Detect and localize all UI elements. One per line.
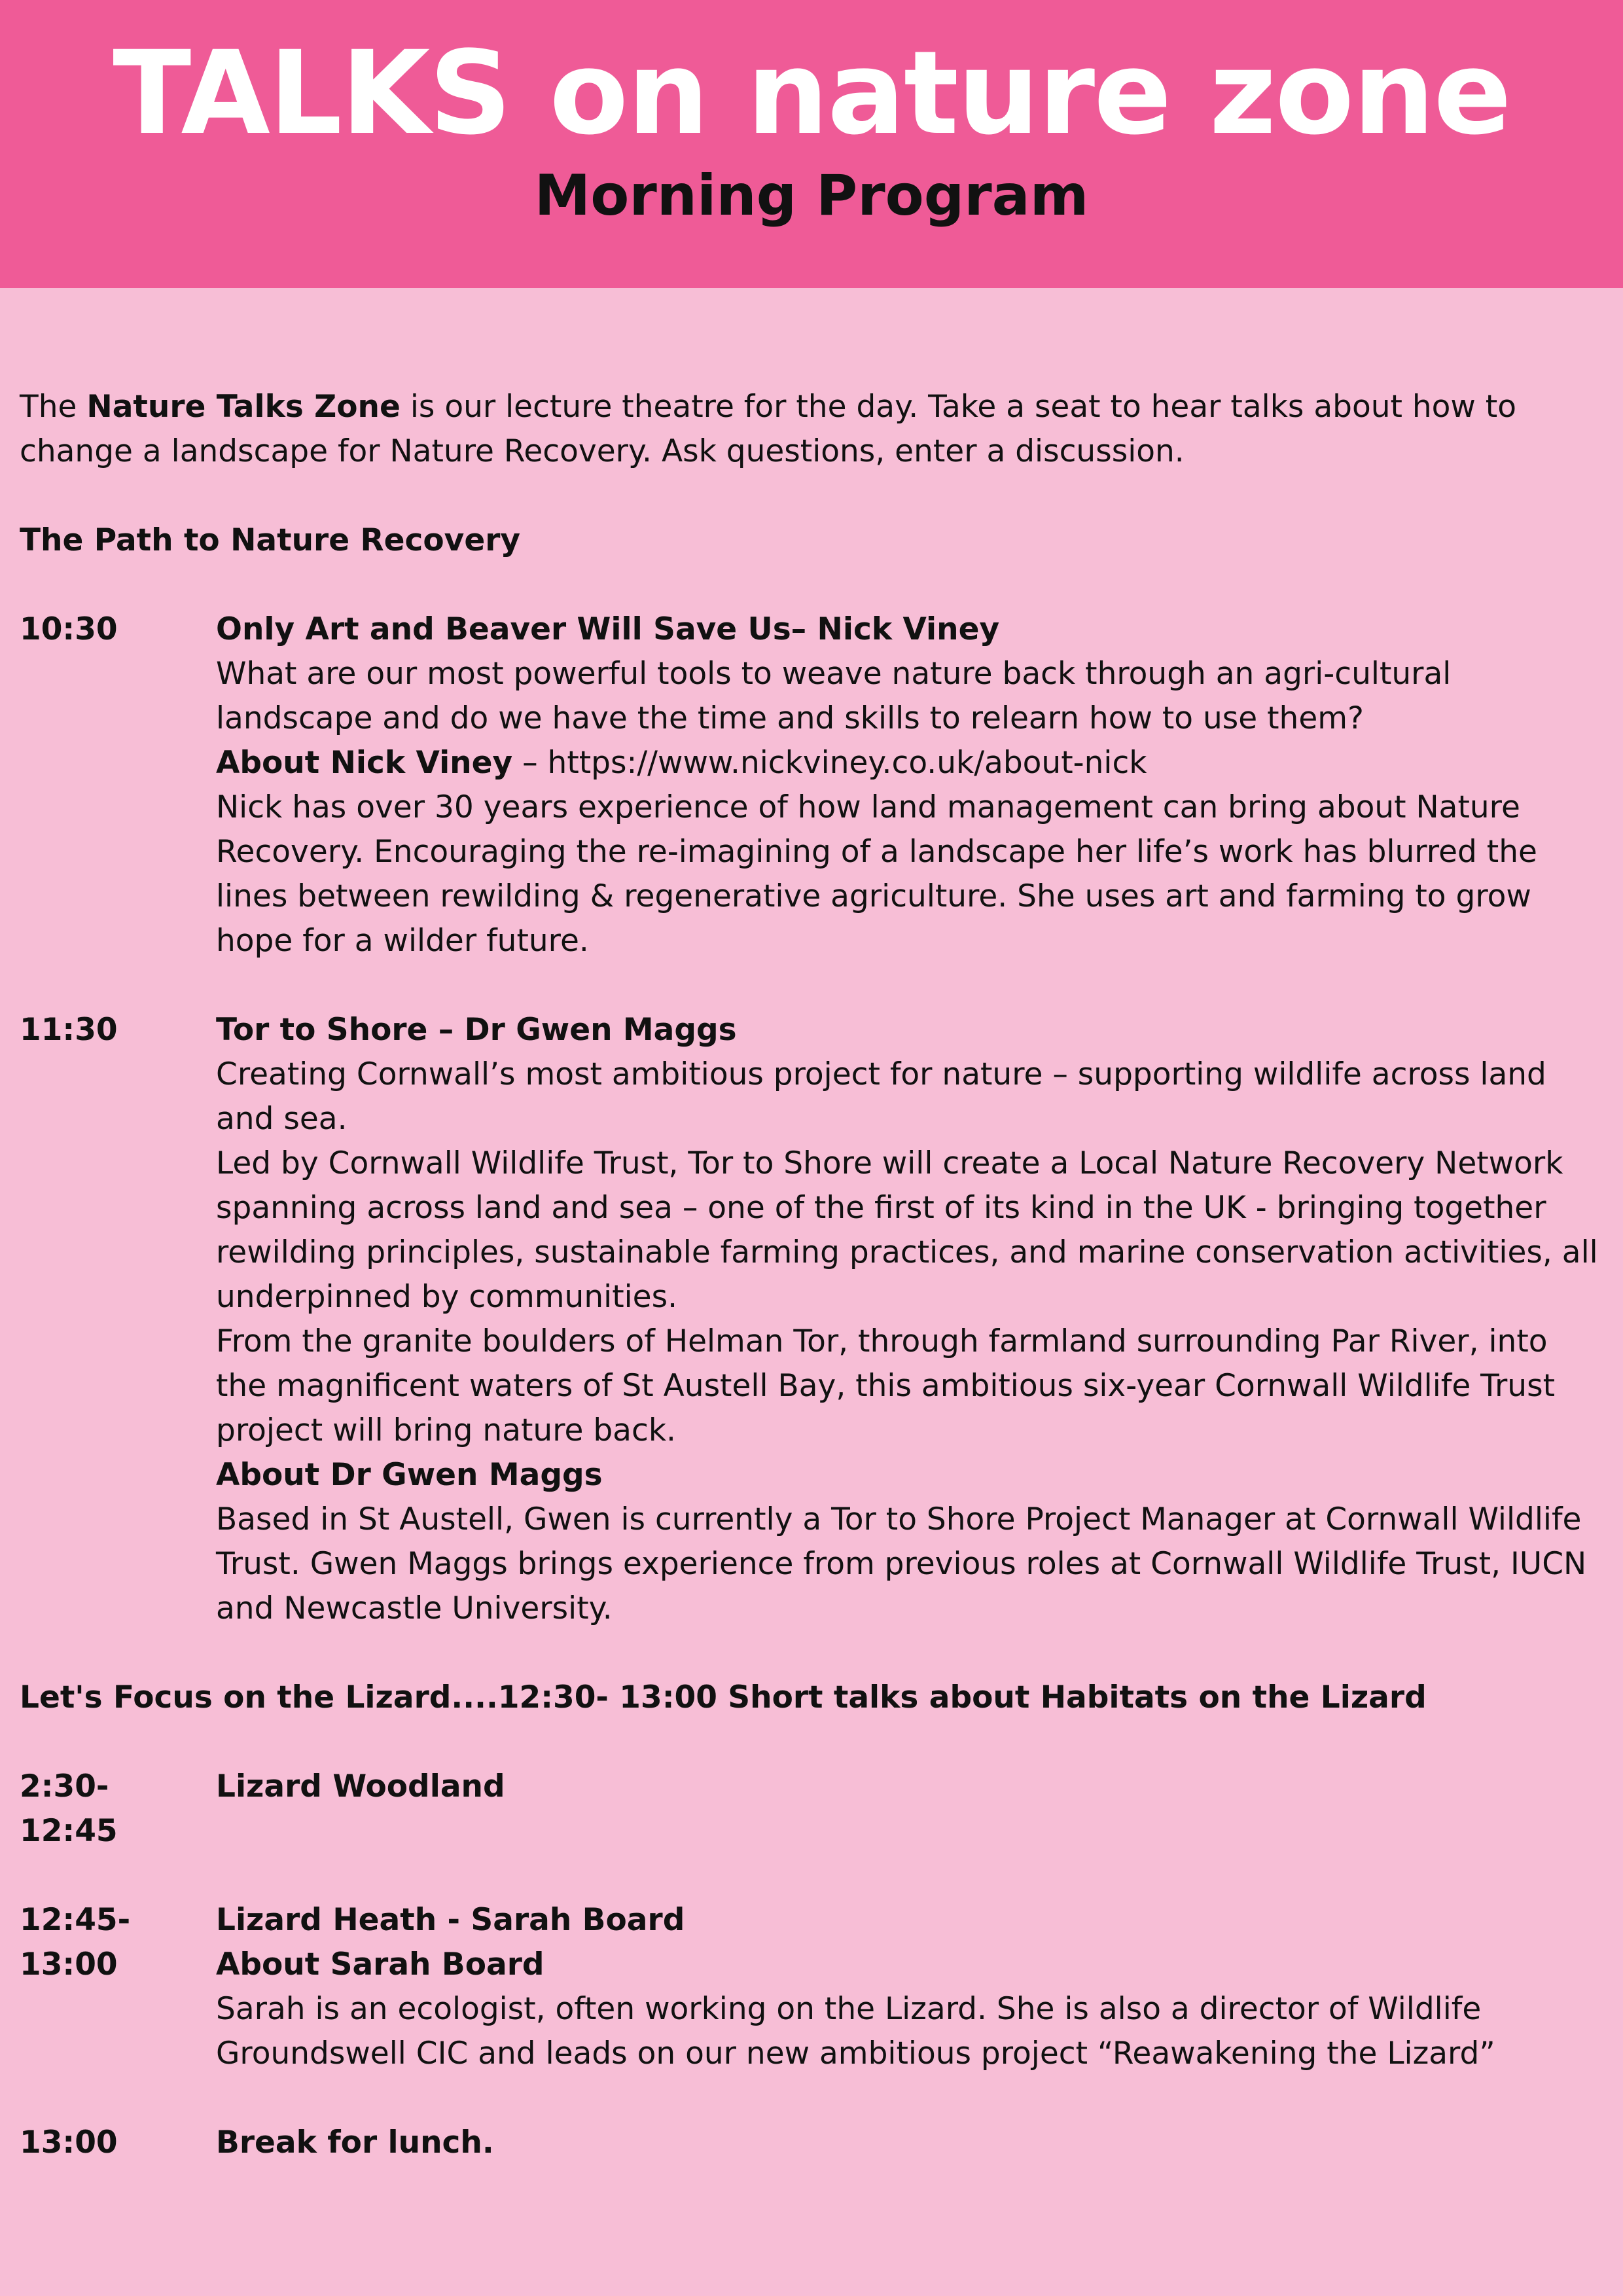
program-content	[0, 288, 1623, 2165]
talk-3-time: 2:30- 12:45	[20, 1768, 118, 1849]
talk-2-description-3: From the granite boulders of Helman Tor, through farmland surrounding Par River, into the magnificent waters of St Austell Bay, this ambitious six-year Cornwall Wildlife Trust project will bring nature back.	[216, 1323, 1556, 1448]
intro-rest: is our lecture theatre for the day. Take a seat to hear talks about how to change a landscape for Nature Recovery. Ask questions, enter a discussion.	[20, 389, 1516, 469]
page-subtitle: Morning Program	[534, 163, 1089, 228]
talk-4-bio: Sarah is an ecologist, often working on the Lizard. She is also a director of Wildlife Groundswell CIC and leads on our new ambitious project “Reawakening the Lizard”	[216, 1991, 1495, 2072]
talk-2-description-1: Creating Cornwall’s most ambitious project for nature – supporting wildlife across land and sea.	[216, 1056, 1546, 1137]
talk-5	[20, 2121, 1603, 2165]
talk-4-title: Lizard Heath - Sarah Board	[216, 1902, 685, 1938]
talk-1-about-label: About Nick Viney	[216, 745, 513, 781]
intro-paragraph	[20, 385, 1603, 474]
page-title: TALKS on nature zone	[113, 26, 1510, 160]
talk-1-time: 10:30	[20, 611, 118, 647]
talk-3-title: Lizard Woodland	[216, 1768, 505, 1804]
intro-prefix: The	[20, 389, 87, 425]
talk-1-description: What are our most powerful tools to weave nature back through an agri-cultural landscape and do we have the time and skills to relearn how to use them?	[216, 656, 1452, 736]
talk-2	[20, 1008, 1603, 1631]
talk-3	[20, 1765, 1603, 1854]
talk-1-about	[216, 741, 1603, 785]
talk-1	[20, 607, 1603, 963]
talk-4-about-label: About Sarah Board	[216, 1946, 544, 1982]
talk-4-time: 12:45-13:00	[20, 1902, 131, 1982]
section-heading-path: The Path to Nature Recovery	[20, 522, 521, 558]
talk-4	[20, 1898, 1603, 2076]
talk-2-description-2: Led by Cornwall Wildlife Trust, Tor to Shore will create a Local Nature Recovery Network spanning across land and sea – one of the first of its kind in the UK - bringing together rewilding principles, sustainable farming practices, and marine conservation activities, all underpinned by communities.	[216, 1145, 1598, 1315]
header-banner	[0, 0, 1623, 288]
talk-5-title: Break for lunch.	[216, 2125, 494, 2161]
talk-2-title: Tor to Shore – Dr Gwen Maggs	[216, 1012, 737, 1048]
talk-1-title: Only Art and Beaver Will Save Us– Nick Viney	[216, 611, 1000, 647]
talk-1-about-link[interactable]: – https://www.nickviney.co.uk/about-nick	[512, 745, 1147, 781]
section-heading-lizard: Let's Focus on the Lizard....12:30- 13:00 Short talks about Habitats on the Lizard	[20, 1679, 1427, 1715]
intro-bold: Nature Talks Zone	[86, 389, 401, 425]
talk-2-bio: Based in St Austell, Gwen is currently a Tor to Shore Project Manager at Cornwall Wildlife Trust. Gwen Maggs brings experience from previous roles at Cornwall Wildlife Trust, IUCN and Newcastle University.	[216, 1501, 1587, 1626]
talk-5-time: 13:00	[20, 2125, 118, 2161]
talk-2-about-label: About Dr Gwen Maggs	[216, 1457, 603, 1493]
talk-2-time: 11:30	[20, 1012, 118, 1048]
talk-1-bio: Nick has over 30 years experience of how land management can bring about Nature Recovery. Encouraging the re-imagining of a landscape her life’s work has blurred the lines between rewilding & regenerative agriculture. She uses art and farming to grow hope for a wilder future.	[216, 789, 1537, 959]
